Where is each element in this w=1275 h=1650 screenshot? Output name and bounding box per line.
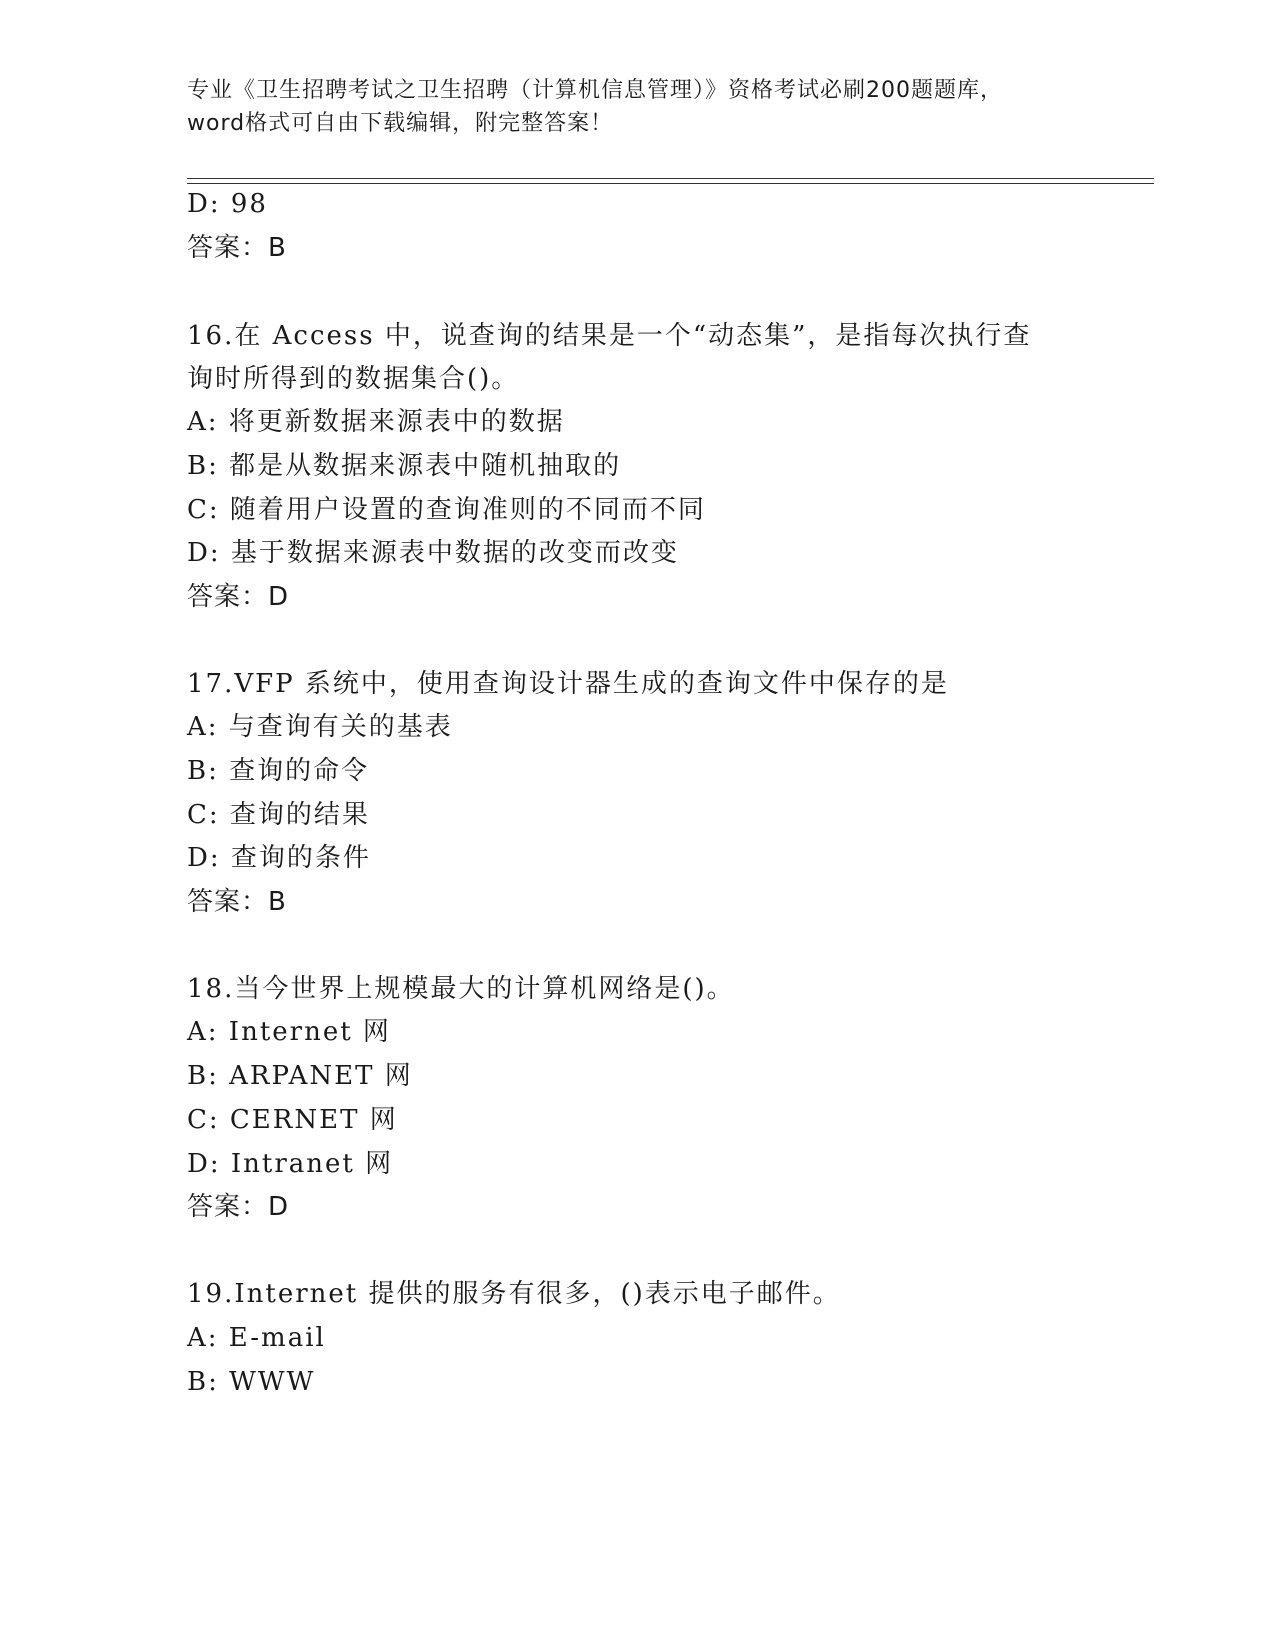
q18-answer: 答案：D: [187, 1192, 290, 1222]
q17-option-d: D: 查询的条件: [187, 843, 371, 873]
q17-option-c: C: 查询的结果: [187, 800, 370, 830]
header-title-line-2: word格式可自由下载编辑，附完整答案！: [187, 111, 614, 136]
q16-answer: 答案：D: [187, 582, 290, 612]
document-header: [187, 74, 1087, 140]
header-divider-top: [187, 178, 1154, 179]
q16-option-a: A: 将更新数据来源表中的数据: [187, 407, 565, 437]
q17-stem: 17.VFP 系统中，使用查询设计器生成的查询文件中保存的是: [187, 669, 949, 699]
q19-option-a: A: E-mail: [187, 1323, 326, 1353]
q18-stem: 18.当今世界上规模最大的计算机网络是()。: [187, 974, 735, 1004]
prev-option-d: D: 98: [187, 189, 268, 219]
q18-option-c: C: CERNET 网: [187, 1105, 398, 1135]
q16-option-c: C: 随着用户设置的查询准则的不同而不同: [187, 495, 706, 525]
q17-option-b: B: 查询的命令: [187, 756, 370, 786]
q16-stem-line-2: 询时所得到的数据集合()。: [187, 364, 520, 394]
prev-answer: 答案：B: [187, 233, 287, 263]
q19-option-b: B: WWW: [187, 1367, 316, 1397]
q18-option-d: D: Intranet 网: [187, 1149, 394, 1179]
q17-answer: 答案：B: [187, 887, 287, 917]
header-divider-bottom: [187, 183, 1154, 184]
header-title-line-1: 专业《卫生招聘考试之卫生招聘（计算机信息管理）》资格考试必刷200题题库，: [187, 78, 1003, 103]
q18-option-a: A: Internet 网: [187, 1017, 391, 1047]
q17-option-a: A: 与查询有关的基表: [187, 712, 453, 742]
q19-stem: 19.Internet 提供的服务有很多，()表示电子邮件。: [187, 1279, 841, 1309]
q18-option-b: B: ARPANET 网: [187, 1061, 413, 1091]
q16-option-d: D: 基于数据来源表中数据的改变而改变: [187, 538, 679, 568]
q16-stem-line-1: 16.在 Access 中，说查询的结果是一个“动态集”，是指每次执行查: [187, 321, 1032, 351]
q16-option-b: B: 都是从数据来源表中随机抽取的: [187, 451, 622, 481]
